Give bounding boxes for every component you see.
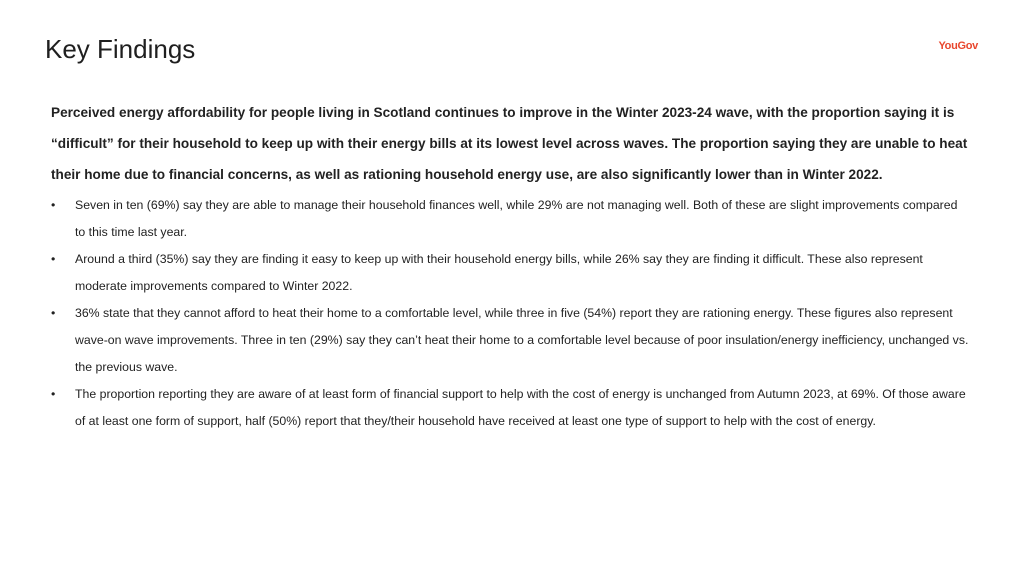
list-item-text: Seven in ten (69%) say they are able to manage their household finances well, while 29% are not managing well. Both of these are slight improvements compared to this time last year. [75,198,958,240]
list-item [51,246,971,300]
bullet-icon: • [51,387,56,402]
bullet-icon: • [51,198,56,213]
yougov-logo: YouGov [938,40,978,52]
list-item-text: Around a third (35%) say they are finding it easy to keep up with their household energy bills, while 26% say they are finding it difficult. These also represent moderate improvements compared to Winter 2022. [75,252,923,294]
list-item [51,300,971,381]
bullet-icon: • [51,306,56,321]
list-item-text: The proportion reporting they are aware of at least form of financial support to help with the cost of energy is unchanged from Autumn 2023, at 69%. Of those aware of at least one form of support, half (50%) report that they/their household have received at least one type of support to help with the cost of energy. [75,387,966,429]
page-title: Key Findings [45,34,196,64]
list-item-text: 36% state that they cannot afford to heat their home to a comfortable level, while three in five (54%) report they are rationing energy. These figures also represent wave-on wave improvements. Three in ten (29%) say they can’t heat their home to a comfortable level because of poor insulation/energy inefficiency, unchanged vs. the previous wave. [75,306,969,375]
lead-paragraph: Perceived energy affordability for people living in Scotland continues to improve in the Winter 2023-24 wave, with the proportion saying it is “difficult” for their household to keep up with their energy bills at its lowest level across waves. The proportion saying they are unable to heat their home due to financial concerns, as well as rationing household energy use, are also significantly lower than in Winter 2022. [51,105,968,182]
findings-list [51,192,971,435]
findings-content [51,98,971,435]
list-item [51,192,971,246]
bullet-icon: • [51,252,56,267]
list-item [51,381,971,435]
